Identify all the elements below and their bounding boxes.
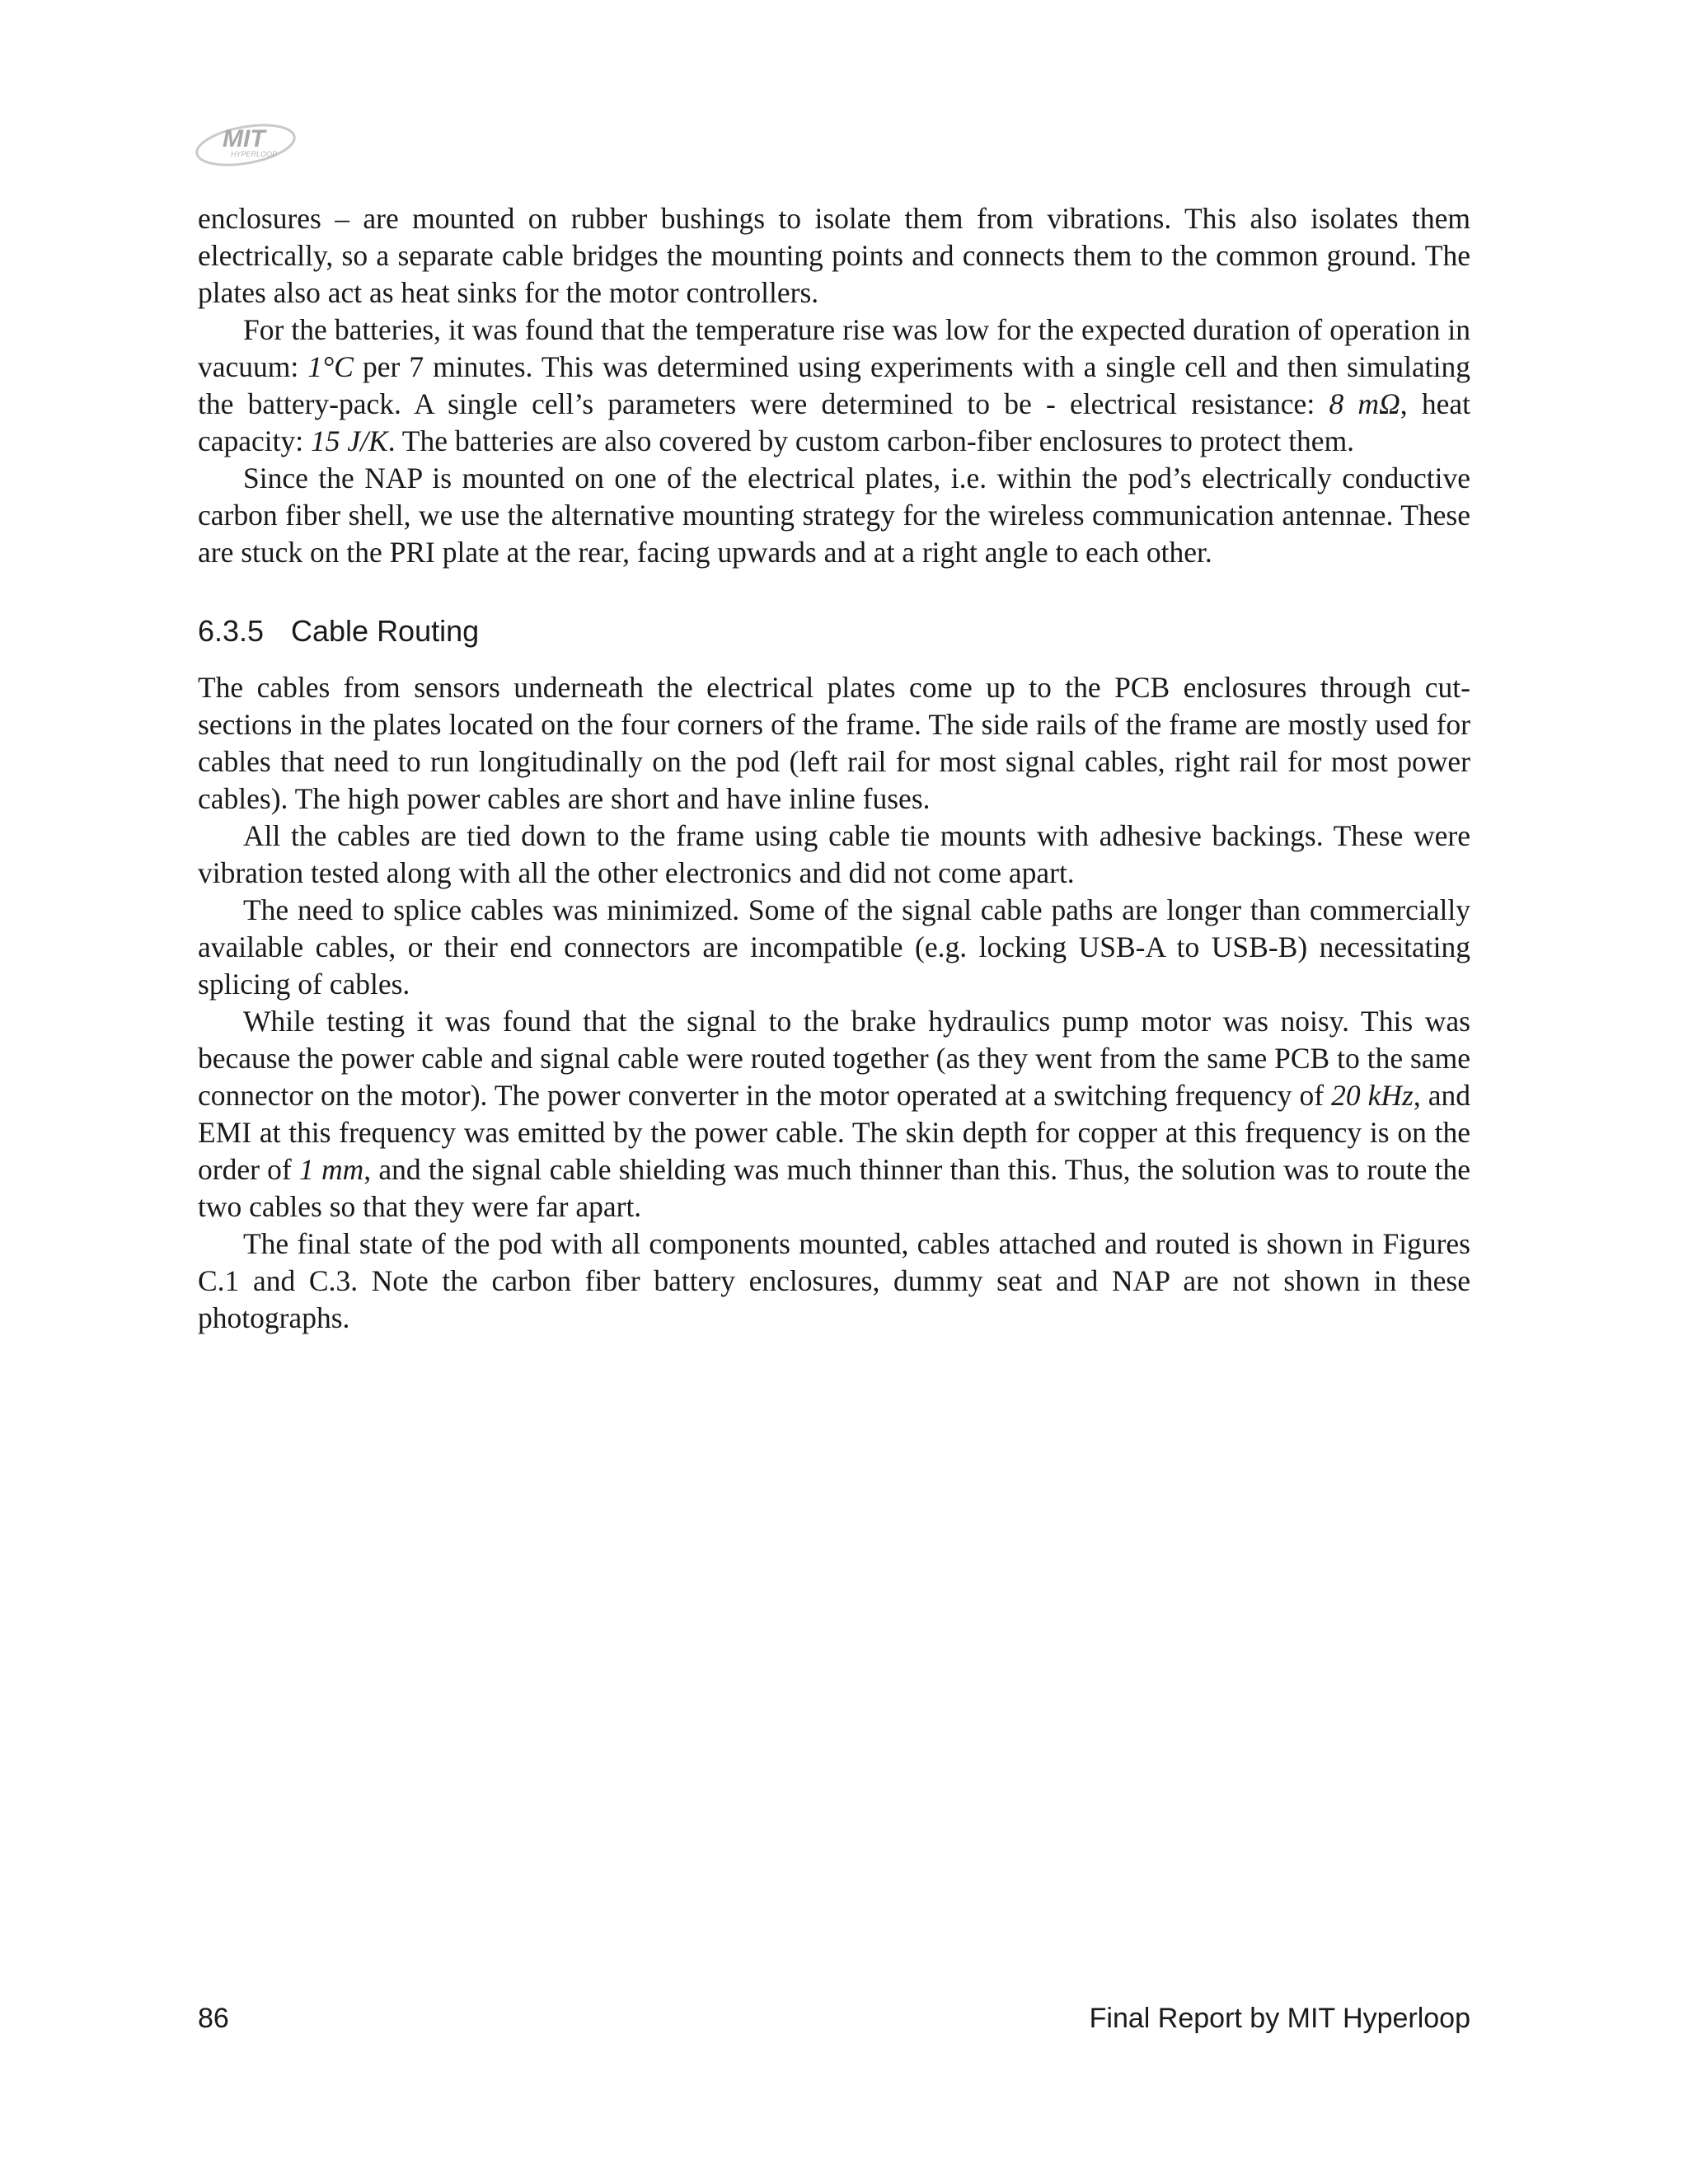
section-title: Cable Routing [291,614,480,648]
paragraph: For the batteries, it was found that the temperature rise was low for the expected duration of operation in vacuum: 1°C per 7 minutes. This was determined using experiments with a single cell and then simulating the battery-pack. A single cell’s parameters were determined to be - electrical resistance: 8 mΩ, heat capacity: 15 J/K. The batteries are also covered by custom carbon-fiber enclosures to protect them. [198,313,1470,457]
paragraph: The need to splice cables was minimized. Some of the signal cable paths are longer than commercially available cables, or their end connectors are incompatible (e.g. locking USB-A to USB-B) necessitating splicing of cables. [198,893,1470,1001]
section-number: 6.3.5 [198,614,265,648]
paragraph: Since the NAP is mounted on one of the electrical plates, i.e. within the pod’s electrically conductive carbon fiber shell, we use the alternative mounting strategy for the wireless communication antennae. These are stuck on the PRI plate at the rear, facing upwards and at a right angle to each other. [198,462,1470,569]
paragraph: The final state of the pod with all components mounted, cables attached and routed is shown in Figures C.1 and C.3. Note the carbon fiber battery enclosures, dummy seat and NAP are not shown in these photographs. [198,1227,1470,1334]
math-resistance: 8 mΩ [1329,387,1400,420]
page-footer [198,2003,1470,2044]
math-heat-capacity: 15 J/K [311,424,388,457]
running-title: Final Report by MIT Hyperloop [1089,2003,1470,2034]
logo-main-text: MIT [223,125,265,152]
paragraph: enclosures – are mounted on rubber bushings to isolate them from vibrations. This also isolates them electrically, so a separate cable bridges the mounting points and connects them to the common ground. The plates also act as heat sinks for the motor controllers. [198,202,1470,309]
paragraph: The cables from sensors underneath the electrical plates come up to the PCB enclosures through cut-sections in the plates located on the four corners of the frame. The side rails of the frame are mostly used for cables that need to run longitudinally on the pod (left rail for most signal cables, right rail for most power cables). The high power cables are short and have inline fuses. [198,671,1470,815]
paragraph: While testing it was found that the signal to the brake hydraulics pump motor was noisy. This was because the power cable and signal cable were routed together (as they went from the same PCB to the same connector on the motor). The power converter in the motor operated at a switching frequency of 20 kHz, and EMI at this frequency was emitted by the power cable. The skin depth for copper at this frequency is on the order of 1 mm, and the signal cable shielding was much thinner than this. Thus, the solution was to route the two cables so that they were far apart. [198,1005,1470,1223]
paragraph: All the cables are tied down to the frame using cable tie mounts with adhesive backings. These were vibration tested along with all the other electronics and did not come apart. [198,819,1470,889]
math-frequency: 20 kHz [1331,1079,1414,1112]
mit-hyperloop-logo [195,115,302,171]
page-body [198,200,1470,1337]
logo-sub-text: HYPERLOOP [231,150,278,158]
math-temperature: 1°C [307,350,354,383]
page-number: 86 [198,2003,229,2034]
math-skin-depth: 1 mm [298,1153,364,1186]
section-heading [198,612,1470,649]
